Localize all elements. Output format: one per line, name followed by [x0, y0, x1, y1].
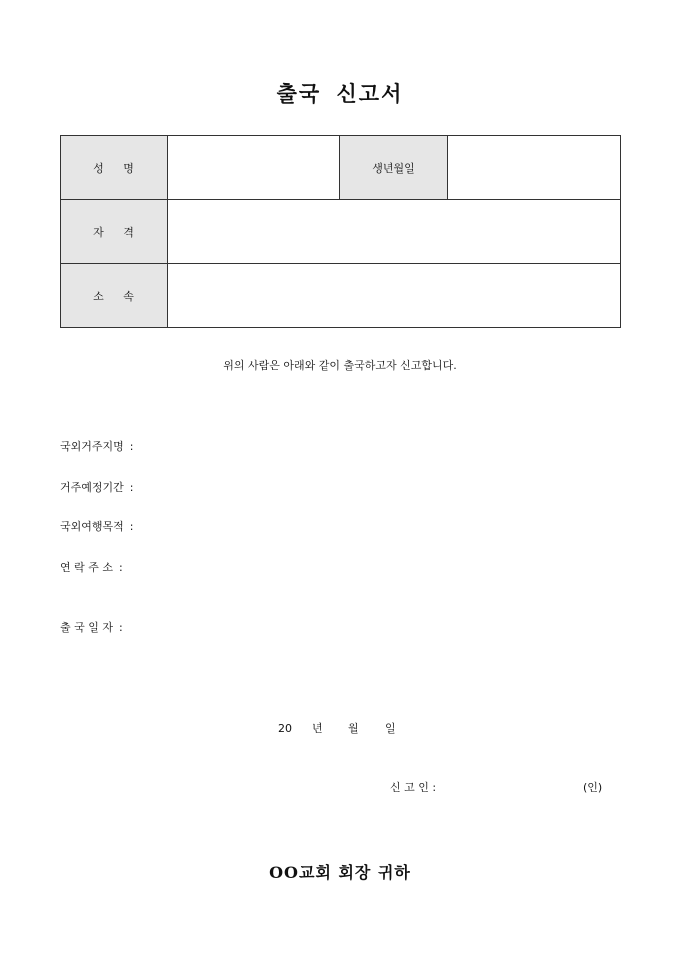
reporter-line [390, 779, 436, 795]
declaration-statement: 위의 사람은 아래와 같이 출국하고자 신고합니다. [223, 359, 457, 372]
affiliation-label-cell [61, 264, 168, 328]
contact-address-field [60, 559, 123, 575]
overseas-residence-label: 국외거주지명 [60, 440, 124, 453]
departure-date-field [60, 619, 123, 635]
qualification-label: 자 격 [93, 225, 135, 239]
seal-mark: (인) [583, 781, 603, 794]
colon: : [119, 621, 123, 634]
addressee: OO교회 회장 귀하 [269, 863, 411, 882]
birth-label: 생년월일 [372, 161, 415, 175]
affiliation-value-cell[interactable] [168, 264, 621, 328]
affiliation-label: 소 속 [93, 289, 135, 303]
reporter-label: 신 고 인 [390, 781, 429, 794]
month-label: 월 [348, 722, 359, 735]
day-label: 일 [385, 722, 396, 735]
qualification-label-cell [61, 200, 168, 264]
name-label: 성 명 [93, 161, 135, 175]
date-line [278, 720, 396, 736]
colon: : [129, 520, 134, 533]
table-row [61, 200, 621, 264]
form-title: 출국 신고서 [276, 81, 404, 106]
year-prefix: 20 [278, 722, 292, 735]
colon: : [432, 781, 437, 794]
birth-value-cell[interactable] [448, 136, 621, 200]
table-row [61, 264, 621, 328]
qualification-value-cell[interactable] [168, 200, 621, 264]
residence-period-field [60, 479, 133, 495]
year-label: 년 [312, 722, 323, 735]
residence-period-label: 거주예정기간 [60, 481, 124, 494]
colon: : [129, 440, 134, 453]
colon: : [119, 561, 123, 574]
applicant-info-table [60, 135, 621, 328]
overseas-residence-field [60, 438, 133, 454]
birth-label-cell [340, 136, 448, 200]
name-label-cell [61, 136, 168, 200]
table-row [61, 136, 621, 200]
name-value-cell[interactable] [168, 136, 340, 200]
departure-date-label: 출 국 일 자 [60, 621, 113, 634]
colon: : [129, 481, 134, 494]
travel-purpose-field [60, 518, 133, 534]
contact-address-label: 연 락 주 소 [60, 561, 113, 574]
travel-purpose-label: 국외여행목적 [60, 520, 124, 533]
